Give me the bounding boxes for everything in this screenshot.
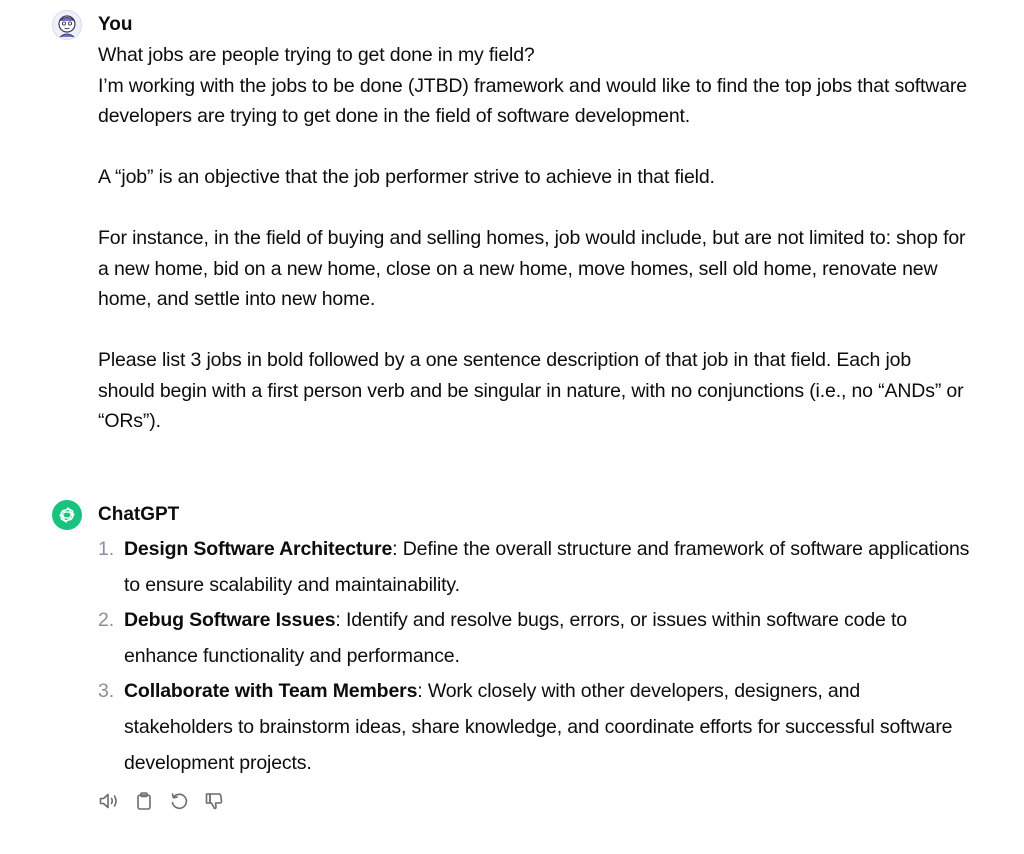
message-actions [98, 790, 225, 812]
list-item-number: 2. [98, 609, 114, 632]
bad-response-button[interactable] [203, 790, 225, 812]
openai-logo-icon [57, 505, 77, 525]
copy-button[interactable] [133, 790, 155, 812]
user-paragraph: For instance, in the field of buying and selling homes, job would include, but are not limited to: shop for a new home, bid on a new home, close on a new home, move homes, sell old home, renovate new home, and settle into new home. [98, 227, 966, 310]
jobs-list [98, 532, 972, 781]
user-avatar-icon [53, 11, 81, 39]
user-message [52, 10, 972, 437]
list-item [98, 603, 972, 674]
user-paragraph: Please list 3 jobs in bold followed by a one sentence description of that job in that field. Each job should begin with a first person verb and be singular in nature, with no conjunctions (i.e., no “ANDs” or “ORs”). [98, 349, 964, 432]
list-item [98, 532, 972, 603]
user-paragraph: What jobs are people trying to get done in my field? I’m working with the jobs to be done (JTBD) framework and would like to find the top jobs that software developers are trying to get done in the field of software development. [98, 44, 967, 127]
read-aloud-button[interactable] [98, 790, 120, 812]
user-message-text [98, 40, 972, 437]
job-title: Debug Software Issues [124, 609, 336, 632]
job-description: : Identify and resolve bugs, errors, or issues within software code to enhance functionality and performance. [124, 609, 907, 667]
list-item-number: 3. [98, 680, 114, 703]
job-description: : Define the overall structure and framework of software applications to ensure scalability and maintainability. [124, 538, 970, 596]
list-item-number: 1. [98, 538, 114, 560]
job-description: : Work closely with other developers, designers, and stakeholders to brainstorm ideas, share knowledge, and coordinate efforts for successful software development projects. [124, 680, 953, 774]
assistant-message [52, 500, 972, 781]
job-title: Collaborate with Team Members [124, 680, 418, 703]
refresh-icon [169, 791, 189, 811]
user-author-label: You [98, 14, 133, 35]
speaker-icon [98, 791, 120, 811]
user-avatar [52, 10, 82, 40]
thumbs-down-icon [204, 791, 224, 811]
chatgpt-avatar [52, 500, 82, 530]
job-title: Design Software Architecture [124, 538, 393, 560]
assistant-author-label: ChatGPT [98, 504, 180, 525]
regenerate-button[interactable] [168, 790, 190, 812]
clipboard-icon [134, 791, 154, 811]
user-paragraph: A “job” is an objective that the job performer strive to achieve in that field. [98, 166, 715, 188]
list-item [98, 674, 972, 781]
